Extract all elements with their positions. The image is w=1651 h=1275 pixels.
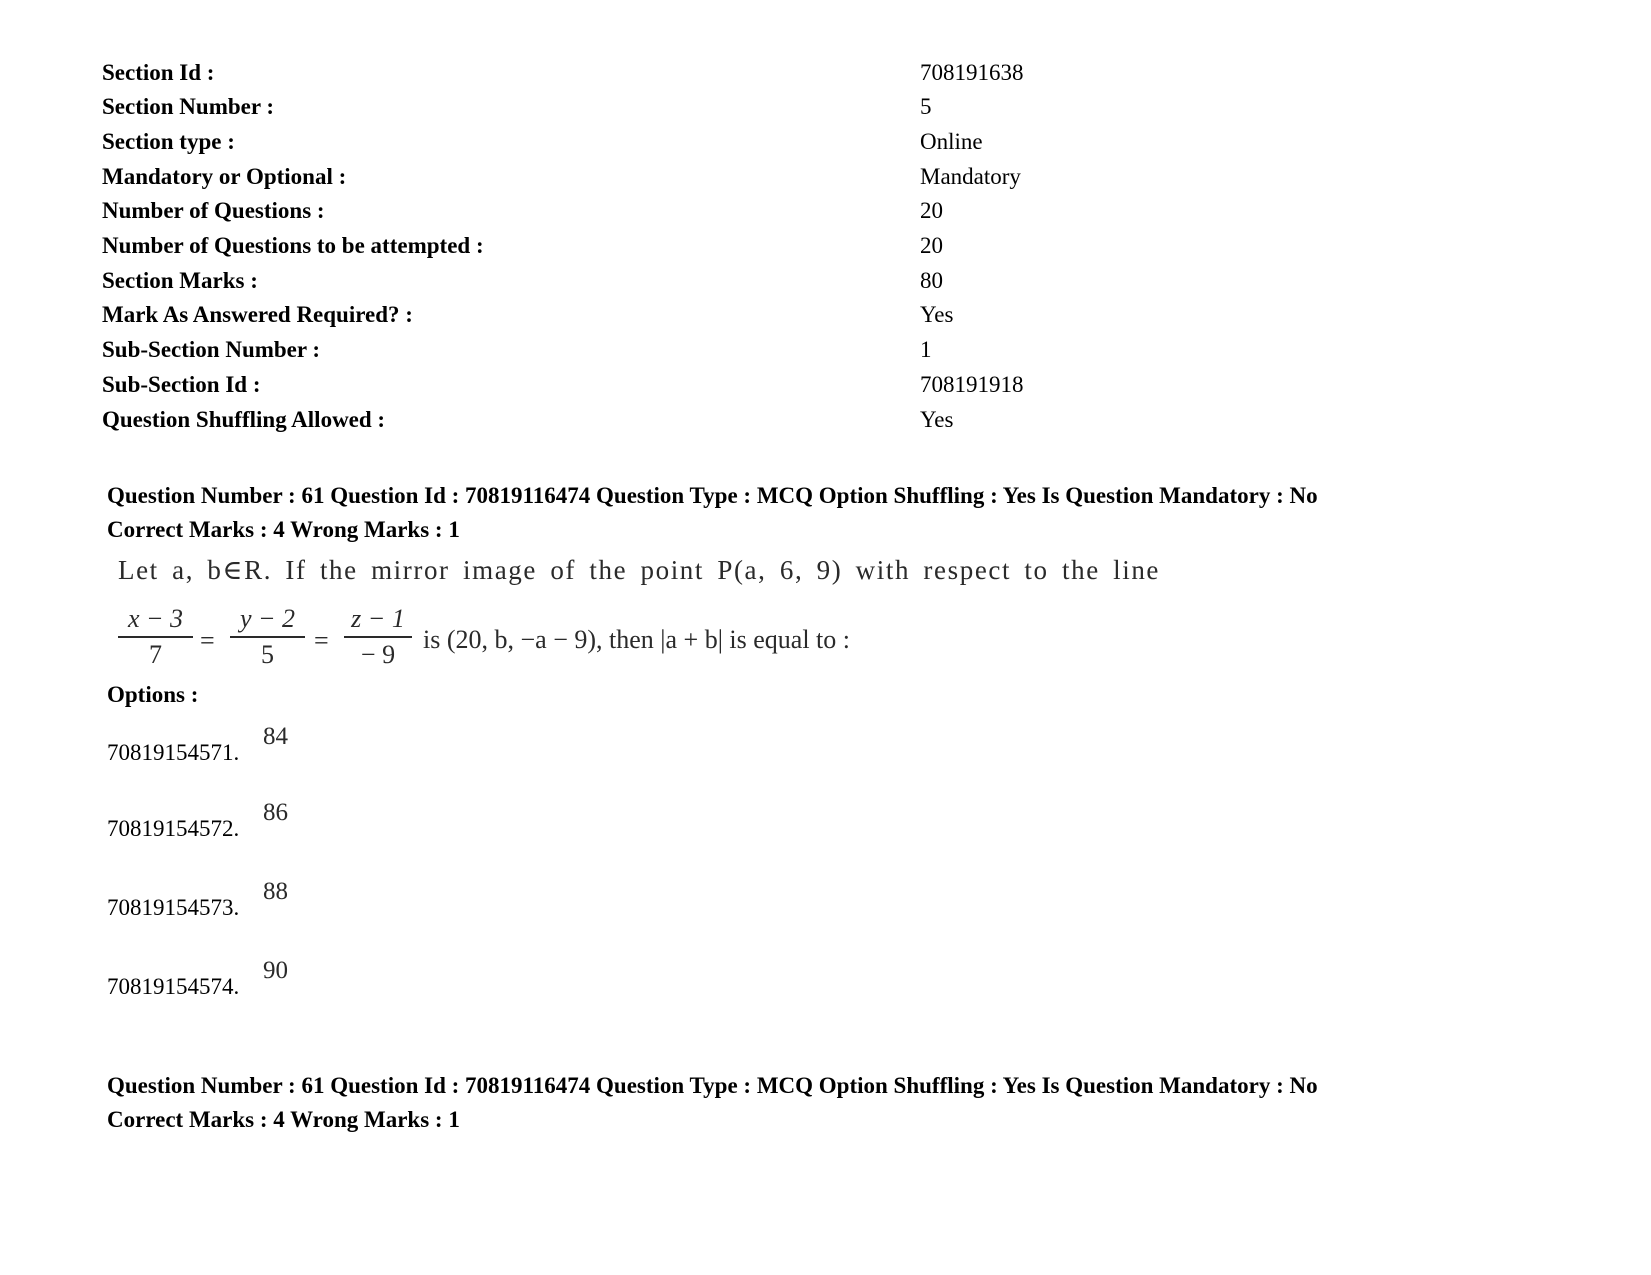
- question-text: [118, 552, 1218, 676]
- mark-as-answered-label: Mark As Answered Required? :: [102, 302, 413, 327]
- option-id: 70819154571.: [107, 740, 240, 765]
- section-number-row: [0, 90, 1651, 124]
- option-value: 88: [263, 878, 288, 905]
- section-id-value: 708191638: [920, 60, 1024, 85]
- sub-section-id-row: [0, 368, 1651, 402]
- mandatory-value: Mandatory: [920, 164, 1021, 189]
- option-value: 86: [263, 799, 288, 826]
- fraction-z: [344, 602, 412, 672]
- sub-section-number-value: 1: [920, 337, 932, 362]
- sub-section-id-value: 708191918: [920, 372, 1024, 397]
- question-shuffling-row: [0, 403, 1651, 437]
- section-number-label: Section Number :: [102, 94, 275, 119]
- sub-section-number-row: [0, 333, 1651, 367]
- fraction-x: [118, 602, 193, 672]
- number-of-questions-label: Number of Questions :: [102, 198, 325, 223]
- mandatory-row: [0, 160, 1651, 194]
- questions-to-attempt-row: [0, 229, 1651, 263]
- section-type-row: [0, 125, 1651, 159]
- next-question-header-line1: Question Number : 61 Question Id : 70819116474 Question Type : MCQ Option Shuffling : Yes Is Question Mandatory : No: [107, 1073, 1318, 1098]
- section-number-value: 5: [920, 94, 932, 119]
- equals-sign: =: [200, 626, 215, 655]
- fraction-z-denominator: − 9: [360, 640, 396, 669]
- question-equation: [118, 602, 1118, 676]
- fraction-y: [230, 602, 305, 672]
- question-shuffling-value: Yes: [920, 407, 954, 432]
- equals-sign: =: [314, 626, 329, 655]
- sub-section-id-label: Sub-Section Id :: [102, 372, 261, 397]
- fraction-x-denominator: 7: [149, 640, 162, 669]
- option-id: 70819154573.: [107, 895, 240, 920]
- section-id-row: [0, 56, 1651, 90]
- sub-section-number-label: Sub-Section Number :: [102, 337, 321, 362]
- option-value: 84: [263, 723, 288, 750]
- fraction-x-numerator: x − 3: [127, 604, 184, 633]
- fraction-z-numerator: z − 1: [351, 604, 405, 633]
- next-question-header-line2: Correct Marks : 4 Wrong Marks : 1: [107, 1107, 460, 1132]
- section-type-value: Online: [920, 129, 983, 154]
- section-marks-row: [0, 264, 1651, 298]
- option-id: 70819154572.: [107, 816, 240, 841]
- number-of-questions-value: 20: [920, 198, 943, 223]
- options-label: Options :: [107, 682, 199, 707]
- fraction-y-denominator: 5: [261, 640, 274, 669]
- section-type-label: Section type :: [102, 129, 235, 154]
- section-id-label: Section Id :: [102, 60, 215, 85]
- question-shuffling-label: Question Shuffling Allowed :: [102, 407, 386, 432]
- number-of-questions-row: [0, 194, 1651, 228]
- mark-as-answered-row: [0, 298, 1651, 332]
- questions-to-attempt-label: Number of Questions to be attempted :: [102, 233, 484, 258]
- questions-to-attempt-value: 20: [920, 233, 943, 258]
- option-value: 90: [263, 957, 288, 984]
- fraction-y-numerator: y − 2: [239, 604, 296, 633]
- option-id: 70819154574.: [107, 974, 240, 999]
- question-text-line1: Let a, b∈R. If the mirror image of the point P(a, 6, 9) with respect to the line: [118, 555, 1161, 585]
- question-header-line2: Correct Marks : 4 Wrong Marks : 1: [107, 517, 460, 542]
- mark-as-answered-value: Yes: [920, 302, 954, 327]
- question-text-tail: is (20, b, −a − 9), then |a + b| is equal to :: [423, 625, 850, 654]
- section-marks-value: 80: [920, 268, 943, 293]
- question-header-line1: Question Number : 61 Question Id : 70819116474 Question Type : MCQ Option Shuffling : Yes Is Question Mandatory : No: [107, 483, 1318, 508]
- section-marks-label: Section Marks :: [102, 268, 258, 293]
- mandatory-label: Mandatory or Optional :: [102, 164, 347, 189]
